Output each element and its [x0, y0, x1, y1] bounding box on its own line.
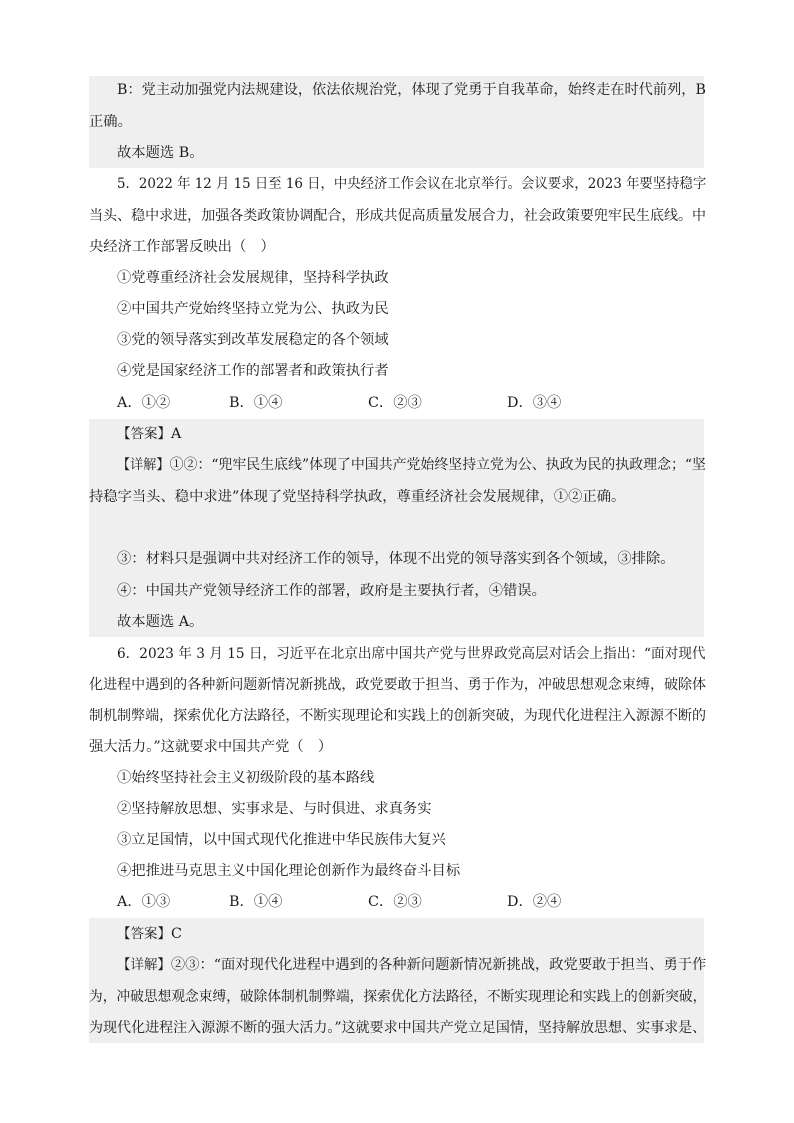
- q5-option-c: C．②③: [368, 395, 422, 411]
- q6-detail-line-2: 为，冲破思想观念束缚，破除体制机制弊端，探索优化方法路径，不断实现理论和实践上的创新突破，: [89, 989, 707, 1005]
- q5-statement-4: ④党是国家经济工作的部署者和政策执行者: [117, 363, 389, 379]
- q6-option-a: A．①③: [117, 894, 171, 910]
- q6-answer-value: C: [171, 926, 182, 942]
- q5-detail-line-2: 持稳字当头、稳中求进”体现了党坚持科学执政，尊重经济社会发展规律，①②正确。: [89, 489, 626, 505]
- q6-detail-line-3: 为现代化进程注入源源不断的强大活力。”这就要求中国共产党立足国情，坚持解放思想、实事求是、: [89, 1020, 707, 1036]
- q5-detail-line-4: ④：中国共产党领导经济工作的部署，政府是主要执行者，④错误。: [117, 583, 546, 599]
- prev-option-b-explanation-line-1: B：党主动加强党内法规建设，依法依规治党，体现了党勇于自我革命，始终走在时代前列，B: [117, 82, 706, 98]
- answer-shade-q5: [89, 419, 704, 637]
- q6-stem-line-4: 强大活力。”这就要求中国共产党（ ）: [89, 739, 333, 755]
- q6-statement-1: ①始终坚持社会主义初级阶段的基本路线: [117, 770, 375, 786]
- q5-answer-label: 【答案】: [117, 426, 171, 442]
- q5-answer: [117, 424, 181, 444]
- q5-stem-line-2: 当头、稳中求进，加强各类政策协调配合，形成共促高质量发展合力，社会政策要兜牢民生底线。中: [89, 208, 707, 224]
- q6-option-c: C．②③: [368, 894, 422, 910]
- q6-answer: [117, 924, 182, 944]
- q6-stem-line-2: 化进程中遇到的各种新问题新情况新挑战，政党要敢于担当、勇于作为，冲破思想观念束缚，破除体: [89, 677, 707, 693]
- q6-detail-label: 【详解】: [117, 957, 171, 973]
- q6-option-d: D．②④: [507, 894, 562, 910]
- q5-stem-line-3: 央经济工作部署反映出（ ）: [89, 239, 275, 255]
- q6-stem-line-3: 制机制弊端，探索优化方法路径，不断实现理论和实践上的创新突破，为现代化进程注入源源不断的: [89, 708, 707, 724]
- q5-option-b: B．①④: [229, 395, 283, 411]
- q5-statement-2: ②中国共产党始终坚持立党为公、执政为民: [117, 301, 389, 317]
- q6-answer-label: 【答案】: [117, 926, 171, 942]
- q5-detail-label: 【详解】: [117, 457, 170, 473]
- q6-option-b: B．①④: [229, 894, 283, 910]
- q6-detail-text-1: ②③：“面对现代化进程中遇到的各种新问题新情况新挑战，政党要敢于担当、勇于作: [170, 957, 707, 973]
- q6-statement-3: ③立足国情，以中国式现代化推进中华民族伟大复兴: [117, 832, 446, 848]
- q5-detail-text-1: ①②：“兜牢民生底线”体现了中国共产党始终坚持立党为公、执政为民的执政理念；“坚: [169, 457, 706, 473]
- q5-option-a: A．①②: [117, 395, 171, 411]
- q6-detail-line-1: [117, 955, 706, 975]
- prev-option-b-explanation-line-2: 正确。: [89, 114, 132, 130]
- q5-stem-line-1: 5．2022 年 12 月 15 日至 16 日，中央经济工作会议在北京举行。会议要求，2023 年要坚持稳字: [117, 176, 707, 192]
- q5-detail-line-1: [117, 455, 706, 475]
- q5-answer-value: A: [171, 426, 182, 442]
- q6-stem-line-1: 6．2023 年 3 月 15 日，习近平在北京出席中国共产党与世界政党高层对话会上指出：“面对现代: [117, 646, 706, 662]
- q5-statement-1: ①党尊重经济社会发展规律，坚持科学执政: [117, 270, 389, 286]
- q5-option-d: D．③④: [507, 395, 562, 411]
- prev-conclusion: 故本题选 B。: [117, 145, 204, 161]
- q5-conclusion: 故本题选 A。: [117, 614, 204, 630]
- q6-statement-4: ④把推进马克思主义中国化理论创新作为最终奋斗目标: [117, 863, 461, 879]
- q5-detail-line-3: ③：材料只是强调中共对经济工作的领导，体现不出党的领导落实到各个领域，③排除。: [117, 551, 675, 567]
- q6-statement-2: ②坚持解放思想、实事求是、与时俱进、求真务实: [117, 801, 432, 817]
- q5-statement-3: ③党的领导落实到改革发展稳定的各个领域: [117, 332, 389, 348]
